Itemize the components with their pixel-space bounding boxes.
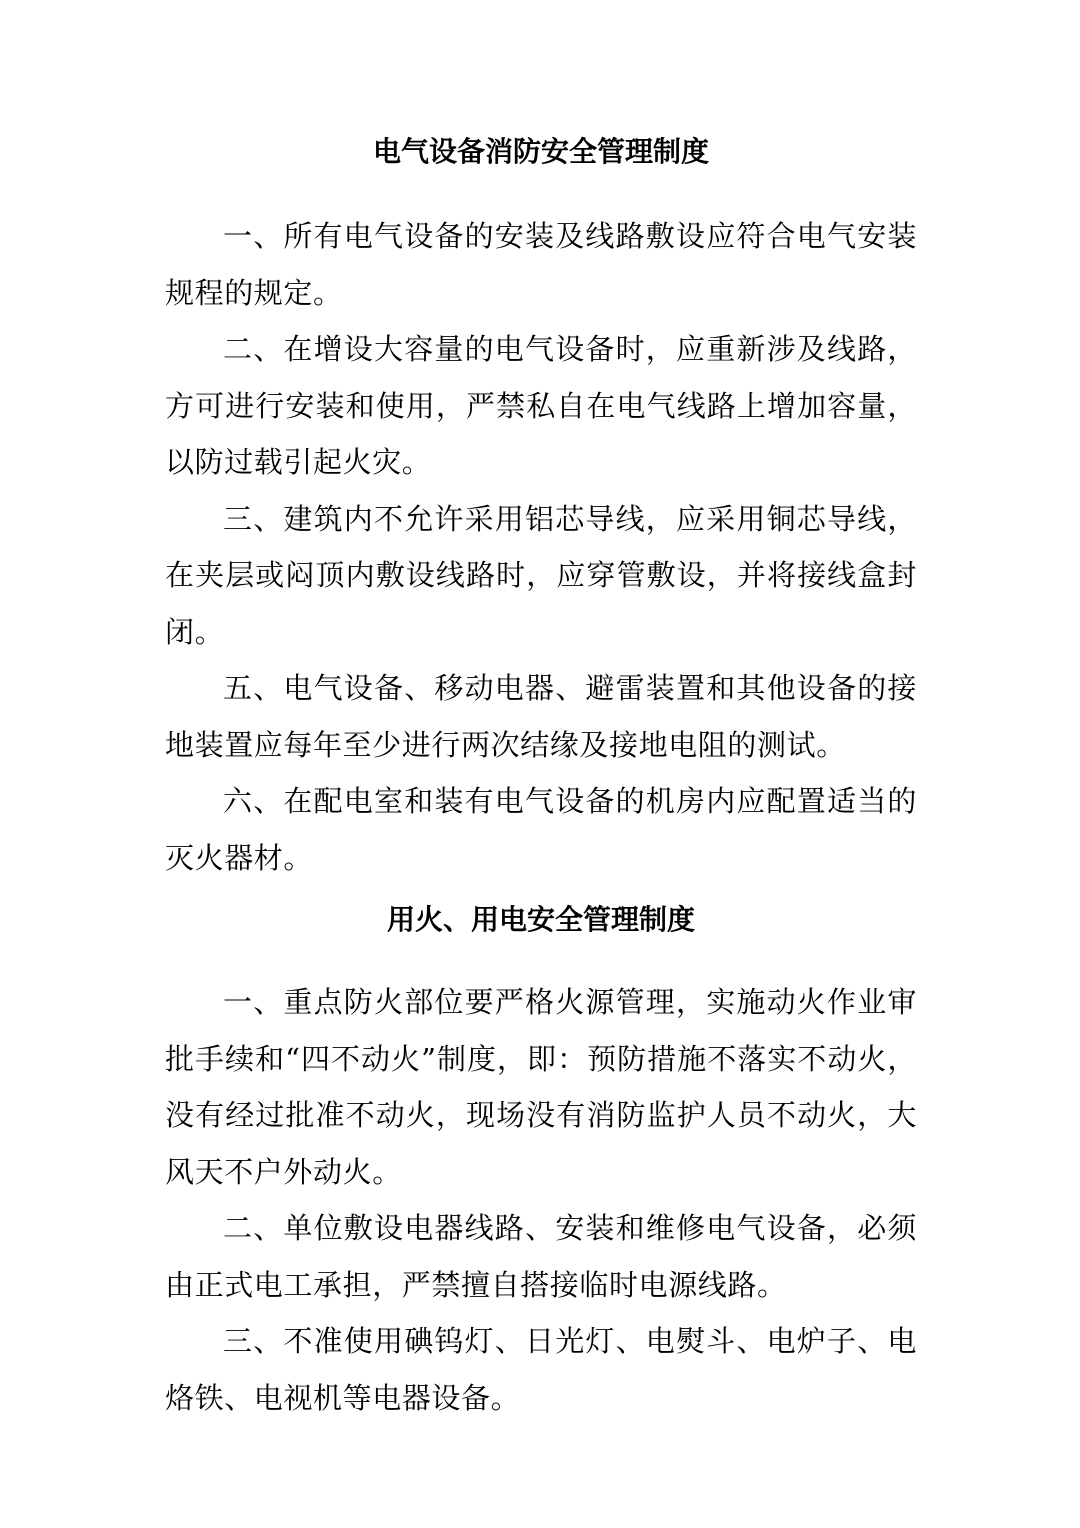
paragraph: 一、重点防火部位要严格火源管理，实施动火作业审批手续和“四不动火”制度，即：预防措施不落实不动火，没有经过批准不动火，现场没有消防监护人员不动火，大风天不户外动火。 (165, 985, 917, 1189)
paragraph: 三、建筑内不允许采用铝芯导线，应采用铜芯导线，在夹层或闷顶内敷设线路时，应穿管敷设，并将接线盒封闭。 (165, 501, 917, 649)
paragraph: 五、电气设备、移动电器、避雷装置和其他设备的接地装置应每年至少进行两次结缘及接地电阻的测试。 (165, 671, 917, 762)
document-body (165, 118, 917, 1426)
paragraph: 二、在增设大容量的电气设备时，应重新涉及线路，方可进行安装和使用，严禁私自在电气线路上增加容量，以防过载引起火灾。 (165, 332, 917, 479)
paragraph: 二、单位敷设电器线路、安装和维修电气设备，必须由正式电工承担，严禁擅自搭接临时电源线路。 (165, 1211, 917, 1302)
paragraph: 一、所有电气设备的安装及线路敷设应符合电气安装规程的规定。 (165, 219, 917, 310)
section-title-electrical-fire-safety: 电气设备消防安全管理制度 (372, 135, 709, 168)
section-title-fire-electricity-use: 用火、用电安全管理制度 (386, 903, 695, 936)
paragraph: 六、在配电室和装有电气设备的机房内应配置适当的灭火器材。 (165, 784, 917, 875)
paragraph: 三、不准使用碘钨灯、日光灯、电熨斗、电炉子、电烙铁、电视机等电器设备。 (165, 1324, 917, 1415)
